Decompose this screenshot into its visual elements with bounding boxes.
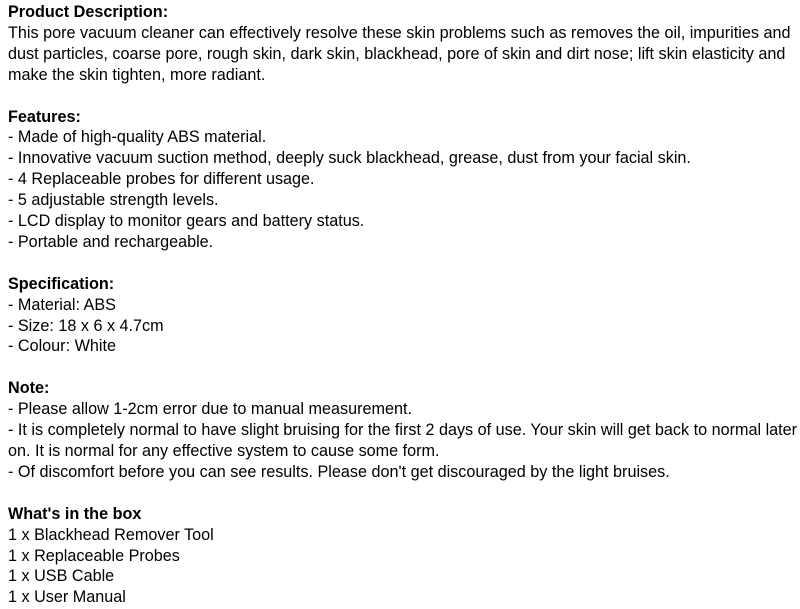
whats-in-the-box-section (8, 504, 798, 609)
feature-item: - Portable and rechargeable. (8, 232, 214, 251)
specification-heading: Specification: (8, 274, 115, 293)
feature-item: - Innovative vacuum suction method, deeply suck blackhead, grease, dust from your facial skin. (8, 149, 691, 168)
feature-item: - 4 Replaceable probes for different usage. (8, 170, 315, 189)
whats-in-the-box-heading: What's in the box (8, 504, 142, 523)
specification-item: - Colour: White (8, 337, 116, 356)
feature-item: - 5 adjustable strength levels. (8, 191, 219, 210)
box-item: 1 x User Manual (8, 588, 126, 607)
specification-item: - Size: 18 x 6 x 4.7cm (8, 316, 164, 335)
box-item: 1 x Replaceable Probes (8, 546, 180, 565)
note-item: - Of discomfort before you can see results. Please don't get discouraged by the light bruises. (8, 462, 670, 481)
box-item: 1 x USB Cable (8, 567, 115, 586)
features-heading: Features: (8, 107, 81, 126)
specification-item: - Material: ABS (8, 295, 116, 314)
note-heading: Note: (8, 379, 50, 398)
note-item: - Please allow 1-2cm error due to manual measurement. (8, 400, 412, 419)
product-description-section (8, 2, 798, 86)
product-document (8, 2, 798, 608)
features-section (8, 107, 798, 253)
feature-item: - LCD display to monitor gears and battery status. (8, 212, 365, 231)
box-item: 1 x Blackhead Remover Tool (8, 525, 214, 544)
product-description-heading: Product Description: (8, 3, 169, 21)
note-item: - It is completely normal to have slight bruising for the first 2 days of use. Your skin will get back to normal later on. It is normal for any effective system to cause some form. (8, 421, 798, 460)
specification-section (8, 274, 798, 358)
feature-item: - Made of high-quality ABS material. (8, 128, 267, 147)
note-section (8, 378, 798, 483)
product-description-text: This pore vacuum cleaner can effectively resolve these skin problems such as removes the oil, impurities and dust particles, coarse pore, rough skin, dark skin, blackhead, pore of skin and dirt nose; lift skin elasticity and make the skin tighten, more radiant. (8, 23, 791, 84)
